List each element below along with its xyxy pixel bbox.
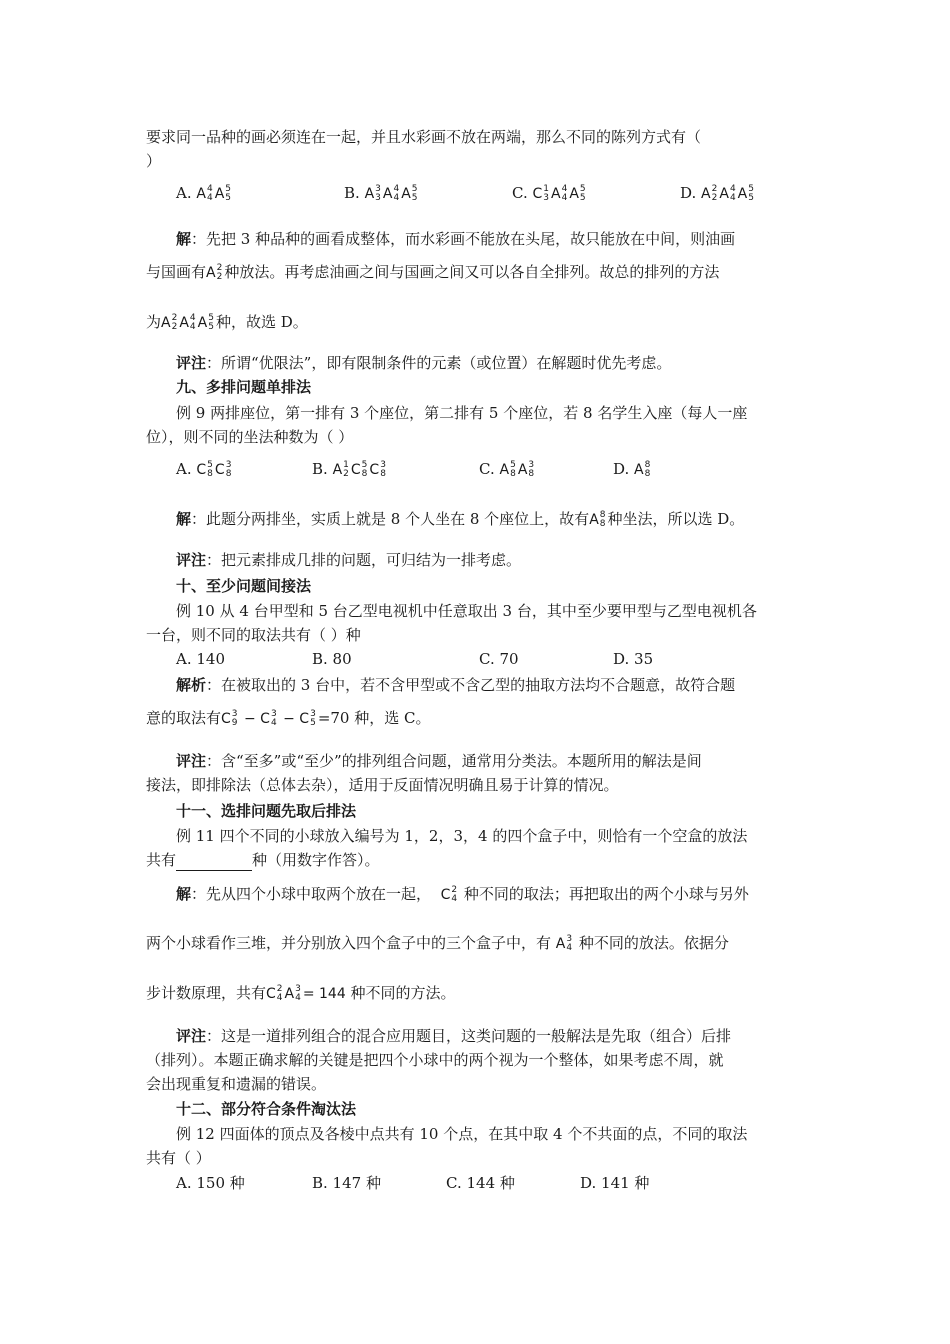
section-heading: 十、至少问题间接法: [176, 577, 312, 595]
comment-line: （排列）。本题正确求解的关键是把四个小球中的两个视为一个整体，如果考虑不周，就: [146, 1051, 724, 1069]
question-text-line: 共有 种（用数字作答）。: [146, 851, 380, 869]
formula: A 8 8: [634, 460, 651, 479]
formula: A 3 3 A 4 4 A 5 5: [364, 184, 418, 203]
comment-line: 接法，即排除法（总体去杂），适用于反面情况明确且易于计算的情况。: [146, 776, 619, 794]
question-text-line: 例 9 两排座位，第一排有 3 个座位，第二排有 5 个座位，若 8 名学生入座（每人一座: [176, 404, 748, 422]
formula: A 8 8: [589, 510, 606, 529]
solution-line: 解：此题分两排坐，实质上就是 8 个人坐在 8 个座位上，故有A 8 8 种坐法，所以选 D。: [176, 510, 745, 529]
solution-line: 为A 2 2 A 4 4 A 5 5 种，故选 D。: [146, 313, 308, 332]
option-d: D. A 2 2 A 4 4 A 5 5: [680, 184, 754, 203]
option-b: B. 147 种: [312, 1174, 381, 1192]
option-d: D. A 8 8: [613, 460, 651, 479]
option-d: D. 35: [613, 650, 654, 668]
section-heading: 十二、部分符合条件淘汰法: [176, 1100, 357, 1118]
comment-label: 评注: [176, 752, 207, 770]
formula: C 2 4 A 3 4 = 144: [266, 984, 346, 1003]
option-c: C. 70: [479, 650, 519, 668]
answer-blank[interactable]: [176, 856, 252, 871]
option-c: C. 144 种: [446, 1174, 515, 1192]
formula: A 1 2 C 5 8 C 3 8: [332, 460, 386, 479]
solution-label: 解: [176, 510, 192, 528]
formula: C 3 9 − C 3 4 − C 3 5: [221, 709, 316, 728]
solution-line: 与国画有A 2 2 种放法。再考虑油画之间与国画之间又可以各自全排列。故总的排列的方法: [146, 263, 720, 282]
option-d: D. 141 种: [580, 1174, 650, 1192]
question-text-line: 例 10 从 4 台甲型和 5 台乙型电视机中任意取出 3 台，其中至少要甲型与乙型电视机各: [176, 602, 757, 620]
solution-label: 解: [176, 885, 192, 903]
solution-label: 解析: [176, 676, 207, 694]
formula: A 2 2 A 4 4 A 5 5: [701, 184, 754, 203]
solution-line: 解：先把 3 种品种的画看成整体，而水彩画不能放在头尾，故只能放在中间，则油画: [176, 230, 736, 248]
comment-line: 评注：所谓“优限法”，即有限制条件的元素（或位置）在解题时优先考虑。: [176, 354, 672, 372]
formula: C 5 8 C 3 8: [196, 460, 232, 479]
option-a: A. 150 种: [176, 1174, 245, 1192]
comment-label: 评注: [176, 1027, 207, 1045]
formula: C 2 4: [440, 885, 458, 904]
solution-line: 步计数原理，共有C 2 4 A 3 4 = 144 种不同的方法。: [146, 984, 456, 1003]
solution-line: 解析：在被取出的 3 台中，若不含甲型或不含乙型的抽取方法均不合题意，故符合题: [176, 676, 736, 694]
solution-line: 两个小球看作三堆，并分别放入四个盒子中的三个盒子中，有 A 3 4 种不同的放法。依据分: [146, 934, 729, 953]
formula: A 4 4 A 5 5: [196, 184, 232, 203]
question-text-line: ）: [146, 152, 162, 170]
option-b: B. A 3 3 A 4 4 A 5 5: [344, 184, 418, 203]
comment-line: 评注：含“至多”或“至少”的排列组合问题，通常用分类法。本题所用的解法是间: [176, 752, 702, 770]
question-text-line: 要求同一品种的画必须连在一起，并且水彩画不放在两端，那么不同的陈列方式有（: [146, 128, 702, 146]
comment-label: 评注: [176, 551, 207, 569]
formula: A 2 2 A 4 4 A 5 5: [161, 313, 214, 332]
formula: A 5 8 A 3 8: [499, 460, 535, 479]
option-a: A. A 4 4 A 5 5: [176, 184, 232, 203]
option-b: B. 80: [312, 650, 352, 668]
comment-line: 评注：这是一道排列组合的混合应用题目，这类问题的一般解法是先取（组合）后排: [176, 1027, 732, 1045]
solution-label: 解: [176, 230, 192, 248]
formula: A 2 2: [206, 263, 223, 282]
comment-label: 评注: [176, 354, 207, 372]
question-text-line: 位），则不同的坐法种数为（ ）: [146, 428, 354, 446]
solution-line: 意的取法有C 3 9 − C 3 4 − C 3 5 =70 种，选 C。: [146, 709, 431, 728]
option-a: A. C 5 8 C 3 8: [176, 460, 232, 479]
section-heading: 十一、选排问题先取后排法: [176, 802, 357, 820]
comment-line: 评注：把元素排成几排的问题，可归结为一排考虑。: [176, 551, 522, 569]
question-text-line: 例 12 四面体的顶点及各棱中点共有 10 个点，在其中取 4 个不共面的点，不同的取法: [176, 1125, 748, 1143]
option-b: B. A 1 2 C 5 8 C 3 8: [312, 460, 386, 479]
option-c: C. A 5 8 A 3 8: [479, 460, 535, 479]
formula: A 3 4: [555, 934, 573, 953]
comment-line: 会出现重复和遗漏的错误。: [146, 1075, 327, 1093]
solution-line: 解：先从四个小球中取两个放在一起， C 2 4 种不同的取法；再把取出的两个小球与另外: [176, 885, 749, 904]
option-a: A. 140: [176, 650, 225, 668]
formula: C 1 3 A 4 4 A 5 5: [532, 184, 586, 203]
option-c: C. C 1 3 A 4 4 A 5 5: [512, 184, 586, 203]
question-text-line: 共有（ ）: [146, 1149, 211, 1167]
question-text-line: 例 11 四个不同的小球放入编号为 1，2，3，4 的四个盒子中，则恰有一个空盒的放法: [176, 827, 748, 845]
question-text-line: 一台，则不同的取法共有（ ）种: [146, 626, 361, 644]
section-heading: 九、多排问题单排法: [176, 378, 312, 396]
